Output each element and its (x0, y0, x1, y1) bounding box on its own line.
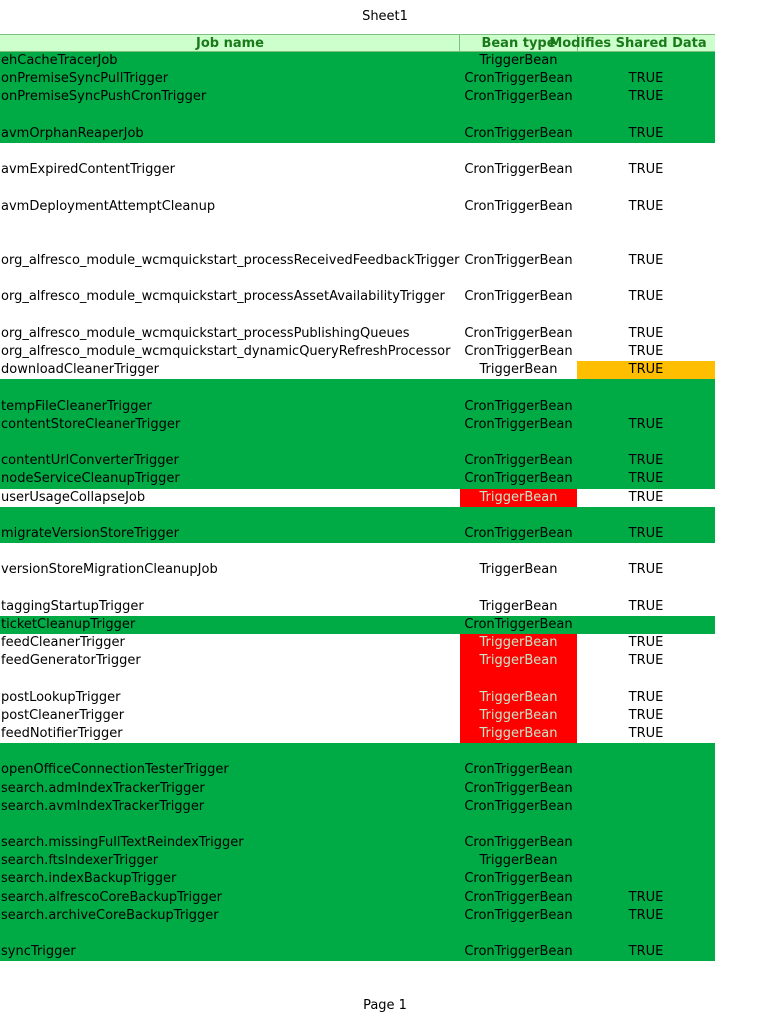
bean-type-cell (460, 743, 577, 761)
table-row (0, 543, 715, 561)
modifies-shared-data-cell: TRUE (628, 416, 664, 432)
job-name-cell (0, 507, 460, 525)
bean-type-cell: TriggerBean (479, 53, 558, 68)
job-name-cell: onPremiseSyncPushCronTrigger (1, 89, 207, 105)
job-name-cell: search.indexBackupTrigger (1, 871, 177, 887)
bean-type-cell: CronTriggerBean (464, 871, 573, 887)
job-name-cell: feedNotifierTrigger (1, 725, 123, 741)
bean-type-cell: TriggerBean (460, 634, 577, 652)
modifies-shared-data-cell: TRUE (628, 71, 664, 87)
table-row (0, 670, 715, 688)
jobs-table (0, 34, 715, 961)
table-row (0, 307, 715, 325)
modifies-shared-data-cell (577, 52, 715, 70)
table-row (0, 343, 715, 361)
job-name-cell (0, 234, 460, 252)
bean-type-cell (460, 507, 577, 525)
table-row (0, 88, 715, 106)
bean-type-cell: CronTriggerBean (464, 71, 573, 87)
bean-type-cell (460, 434, 577, 452)
bean-type-cell: TriggerBean (460, 707, 577, 725)
table-row (0, 507, 715, 525)
table-row (0, 416, 715, 434)
job-name-cell: taggingStartupTrigger (1, 598, 144, 614)
table-row (0, 634, 715, 652)
job-name-cell (0, 670, 460, 688)
table-row (0, 452, 715, 470)
modifies-shared-data-cell: TRUE (628, 525, 664, 541)
bean-type-cell: TriggerBean (460, 489, 577, 507)
bean-type-cell (460, 107, 577, 125)
table-row (0, 925, 715, 943)
bean-type-cell: CronTriggerBean (464, 616, 573, 632)
table-row (0, 361, 715, 379)
bean-type-cell: CronTriggerBean (464, 416, 573, 432)
job-name-cell (0, 816, 460, 834)
table-row (0, 707, 715, 725)
job-name-cell (0, 579, 460, 597)
job-name-cell: search.admIndexTrackerTrigger (1, 780, 205, 796)
table-row (0, 598, 715, 616)
bean-type-cell: TriggerBean (460, 689, 577, 707)
modifies-shared-data-cell: TRUE (628, 689, 664, 705)
bean-type-cell (460, 670, 577, 688)
modifies-shared-data-cell: TRUE (628, 725, 664, 741)
bean-type-cell: TriggerBean (479, 598, 558, 614)
job-name-cell: org_alfresco_module_wcmquickstart_processPublishingQueues (1, 325, 410, 341)
table-row (0, 816, 715, 834)
job-name-cell (0, 107, 460, 125)
modifies-shared-data-cell: TRUE (628, 489, 664, 505)
modifies-shared-data-cell (577, 670, 715, 688)
modifies-shared-data-cell: TRUE (628, 635, 664, 650)
job-name-cell (0, 925, 460, 943)
table-row (0, 489, 715, 507)
bean-type-cell (460, 379, 577, 397)
table-row (0, 907, 715, 925)
header-modifies-label: Modifies Shared Data (549, 36, 707, 51)
table-row (0, 52, 715, 70)
table-row (0, 234, 715, 252)
table-row (0, 870, 715, 888)
modifies-shared-data-cell: TRUE (628, 944, 664, 960)
bean-type-cell: CronTriggerBean (464, 889, 573, 905)
job-name-cell: syncTrigger (1, 944, 76, 960)
modifies-shared-data-cell: TRUE (628, 125, 664, 141)
job-name-cell: versionStoreMigrationCleanupJob (1, 562, 218, 578)
modifies-shared-data-cell (577, 798, 715, 816)
bean-type-cell: TriggerBean (479, 362, 558, 378)
modifies-shared-data-cell (577, 616, 715, 634)
modifies-shared-data-cell: TRUE (628, 253, 664, 269)
bean-type-cell (460, 270, 577, 288)
modifies-shared-data-cell (577, 398, 715, 416)
bean-type-cell: CronTriggerBean (464, 325, 573, 341)
modifies-shared-data-cell: TRUE (628, 907, 664, 923)
bean-type-cell (460, 179, 577, 197)
bean-type-cell: CronTriggerBean (464, 198, 573, 214)
page-footer: Page 1 (363, 998, 407, 1013)
job-name-cell: avmExpiredContentTrigger (1, 162, 175, 178)
table-row (0, 379, 715, 397)
job-name-cell: postLookupTrigger (1, 689, 121, 705)
table-row (0, 780, 715, 798)
bean-type-cell: CronTriggerBean (464, 125, 573, 141)
job-name-cell: org_alfresco_module_wcmquickstart_processReceivedFeedbackTrigger (1, 253, 460, 269)
sheet-title: Sheet1 (362, 9, 408, 24)
header-modifies-shared-data (549, 35, 715, 51)
modifies-shared-data-cell: TRUE (628, 889, 664, 905)
modifies-shared-data-cell (577, 379, 715, 397)
bean-type-cell (460, 307, 577, 325)
job-name-cell: onPremiseSyncPullTrigger (1, 71, 169, 87)
modifies-shared-data-cell (577, 579, 715, 597)
bean-type-cell: CronTriggerBean (464, 780, 573, 796)
job-name-cell: avmOrphanReaperJob (1, 125, 144, 141)
modifies-shared-data-cell: TRUE (628, 344, 664, 359)
bean-type-cell: TriggerBean (479, 853, 558, 869)
table-row (0, 107, 715, 125)
job-name-cell: search.alfrescoCoreBackupTrigger (1, 889, 222, 905)
table-row (0, 725, 715, 743)
modifies-shared-data-cell: TRUE (628, 289, 664, 305)
bean-type-cell: CronTriggerBean (464, 289, 573, 305)
job-name-cell: downloadCleanerTrigger (1, 362, 159, 378)
job-name-cell: search.missingFullTextReindexTrigger (1, 835, 244, 851)
table-body (0, 52, 715, 961)
bean-type-cell (460, 543, 577, 561)
bean-type-cell (460, 579, 577, 597)
bean-type-cell: CronTriggerBean (464, 944, 573, 960)
bean-type-cell: CronTriggerBean (464, 453, 573, 469)
table-row (0, 325, 715, 343)
table-row (0, 216, 715, 234)
table-row (0, 161, 715, 179)
modifies-shared-data-cell: TRUE (628, 471, 664, 487)
modifies-shared-data-cell (577, 780, 715, 798)
modifies-shared-data-cell (577, 852, 715, 870)
table-row (0, 252, 715, 270)
bean-type-cell: CronTriggerBean (464, 344, 573, 359)
modifies-shared-data-cell (577, 834, 715, 852)
modifies-shared-data-cell (577, 870, 715, 888)
modifies-shared-data-cell (577, 434, 715, 452)
modifies-shared-data-cell: TRUE (628, 162, 664, 178)
table-row (0, 616, 715, 634)
modifies-shared-data-cell: TRUE (628, 325, 664, 341)
modifies-shared-data-cell: TRUE (628, 198, 664, 214)
job-name-cell: search.avmIndexTrackerTrigger (1, 798, 205, 814)
table-row (0, 125, 715, 143)
modifies-shared-data-cell (577, 761, 715, 779)
job-name-cell: userUsageCollapseJob (1, 489, 146, 505)
bean-type-cell: CronTriggerBean (464, 162, 573, 178)
modifies-shared-data-cell (577, 234, 715, 252)
bean-type-cell: CronTriggerBean (464, 89, 573, 105)
job-name-cell: feedCleanerTrigger (1, 635, 125, 650)
modifies-shared-data-cell (577, 107, 715, 125)
table-row (0, 288, 715, 306)
job-name-cell (0, 543, 460, 561)
header-bean-type: Bean type (460, 35, 578, 51)
job-name-cell: ehCacheTracerJob (1, 53, 118, 68)
job-name-cell (0, 434, 460, 452)
table-row (0, 561, 715, 579)
bean-type-cell: CronTriggerBean (464, 471, 573, 487)
table-row (0, 525, 715, 543)
job-name-cell: org_alfresco_module_wcmquickstart_dynamicQueryRefreshProcessor (1, 344, 451, 359)
modifies-shared-data-cell: TRUE (577, 361, 715, 379)
table-row (0, 143, 715, 161)
table-row (0, 761, 715, 779)
bean-type-cell: CronTriggerBean (464, 762, 573, 778)
bean-type-cell (460, 216, 577, 234)
bean-type-cell: TriggerBean (460, 652, 577, 670)
modifies-shared-data-cell (577, 179, 715, 197)
job-name-cell: tempFileCleanerTrigger (1, 398, 152, 414)
modifies-shared-data-cell: TRUE (628, 562, 664, 578)
modifies-shared-data-cell (577, 507, 715, 525)
table-row (0, 270, 715, 288)
table-row (0, 943, 715, 961)
bean-type-cell: CronTriggerBean (464, 253, 573, 269)
table-row (0, 470, 715, 488)
table-row (0, 743, 715, 761)
table-row (0, 579, 715, 597)
table-row (0, 398, 715, 416)
bean-type-cell: TriggerBean (479, 562, 558, 578)
job-name-cell: contentStoreCleanerTrigger (1, 416, 181, 432)
job-name-cell (0, 216, 460, 234)
table-row (0, 852, 715, 870)
table-row (0, 798, 715, 816)
header-row (0, 34, 715, 52)
job-name-cell (0, 307, 460, 325)
modifies-shared-data-cell (577, 925, 715, 943)
table-row (0, 652, 715, 670)
modifies-shared-data-cell (577, 307, 715, 325)
modifies-shared-data-cell: TRUE (628, 453, 664, 469)
job-name-cell (0, 143, 460, 161)
modifies-shared-data-cell (577, 216, 715, 234)
job-name-cell: org_alfresco_module_wcmquickstart_processAssetAvailabilityTrigger (1, 289, 445, 305)
table-row (0, 179, 715, 197)
bean-type-cell: CronTriggerBean (464, 525, 573, 541)
modifies-shared-data-cell (577, 270, 715, 288)
job-name-cell: contentUrlConverterTrigger (1, 453, 179, 469)
job-name-cell: feedGeneratorTrigger (1, 653, 141, 669)
bean-type-cell: CronTriggerBean (464, 798, 573, 814)
table-row (0, 834, 715, 852)
table-row (0, 889, 715, 907)
bean-type-cell (460, 925, 577, 943)
bean-type-cell (460, 816, 577, 834)
job-name-cell: search.ftsIndexerTrigger (1, 853, 159, 869)
modifies-shared-data-cell (577, 543, 715, 561)
job-name-cell: search.archiveCoreBackupTrigger (1, 907, 219, 923)
modifies-shared-data-cell (577, 143, 715, 161)
job-name-cell (0, 743, 460, 761)
job-name-cell: avmDeploymentAttemptCleanup (1, 198, 216, 214)
modifies-shared-data-cell (577, 743, 715, 761)
modifies-shared-data-cell: TRUE (628, 707, 664, 723)
modifies-shared-data-cell (577, 816, 715, 834)
header-job-name: Job name (0, 35, 460, 51)
bean-type-cell (460, 143, 577, 161)
table-row (0, 434, 715, 452)
job-name-cell: openOfficeConnectionTesterTrigger (1, 762, 229, 778)
job-name-cell: migrateVersionStoreTrigger (1, 525, 179, 541)
job-name-cell: ticketCleanupTrigger (1, 616, 136, 632)
job-name-cell (0, 270, 460, 288)
job-name-cell (0, 179, 460, 197)
job-name-cell (0, 379, 460, 397)
bean-type-cell (460, 234, 577, 252)
job-name-cell: nodeServiceCleanupTrigger (1, 471, 180, 487)
job-name-cell: postCleanerTrigger (1, 707, 125, 723)
table-row (0, 689, 715, 707)
bean-type-cell: TriggerBean (460, 725, 577, 743)
modifies-shared-data-cell: TRUE (628, 598, 664, 614)
modifies-shared-data-cell: TRUE (628, 89, 664, 105)
table-row (0, 70, 715, 88)
modifies-shared-data-cell: TRUE (628, 653, 664, 669)
bean-type-cell: CronTriggerBean (464, 398, 573, 414)
bean-type-cell: CronTriggerBean (464, 835, 573, 851)
table-row (0, 198, 715, 216)
bean-type-cell: CronTriggerBean (464, 907, 573, 923)
